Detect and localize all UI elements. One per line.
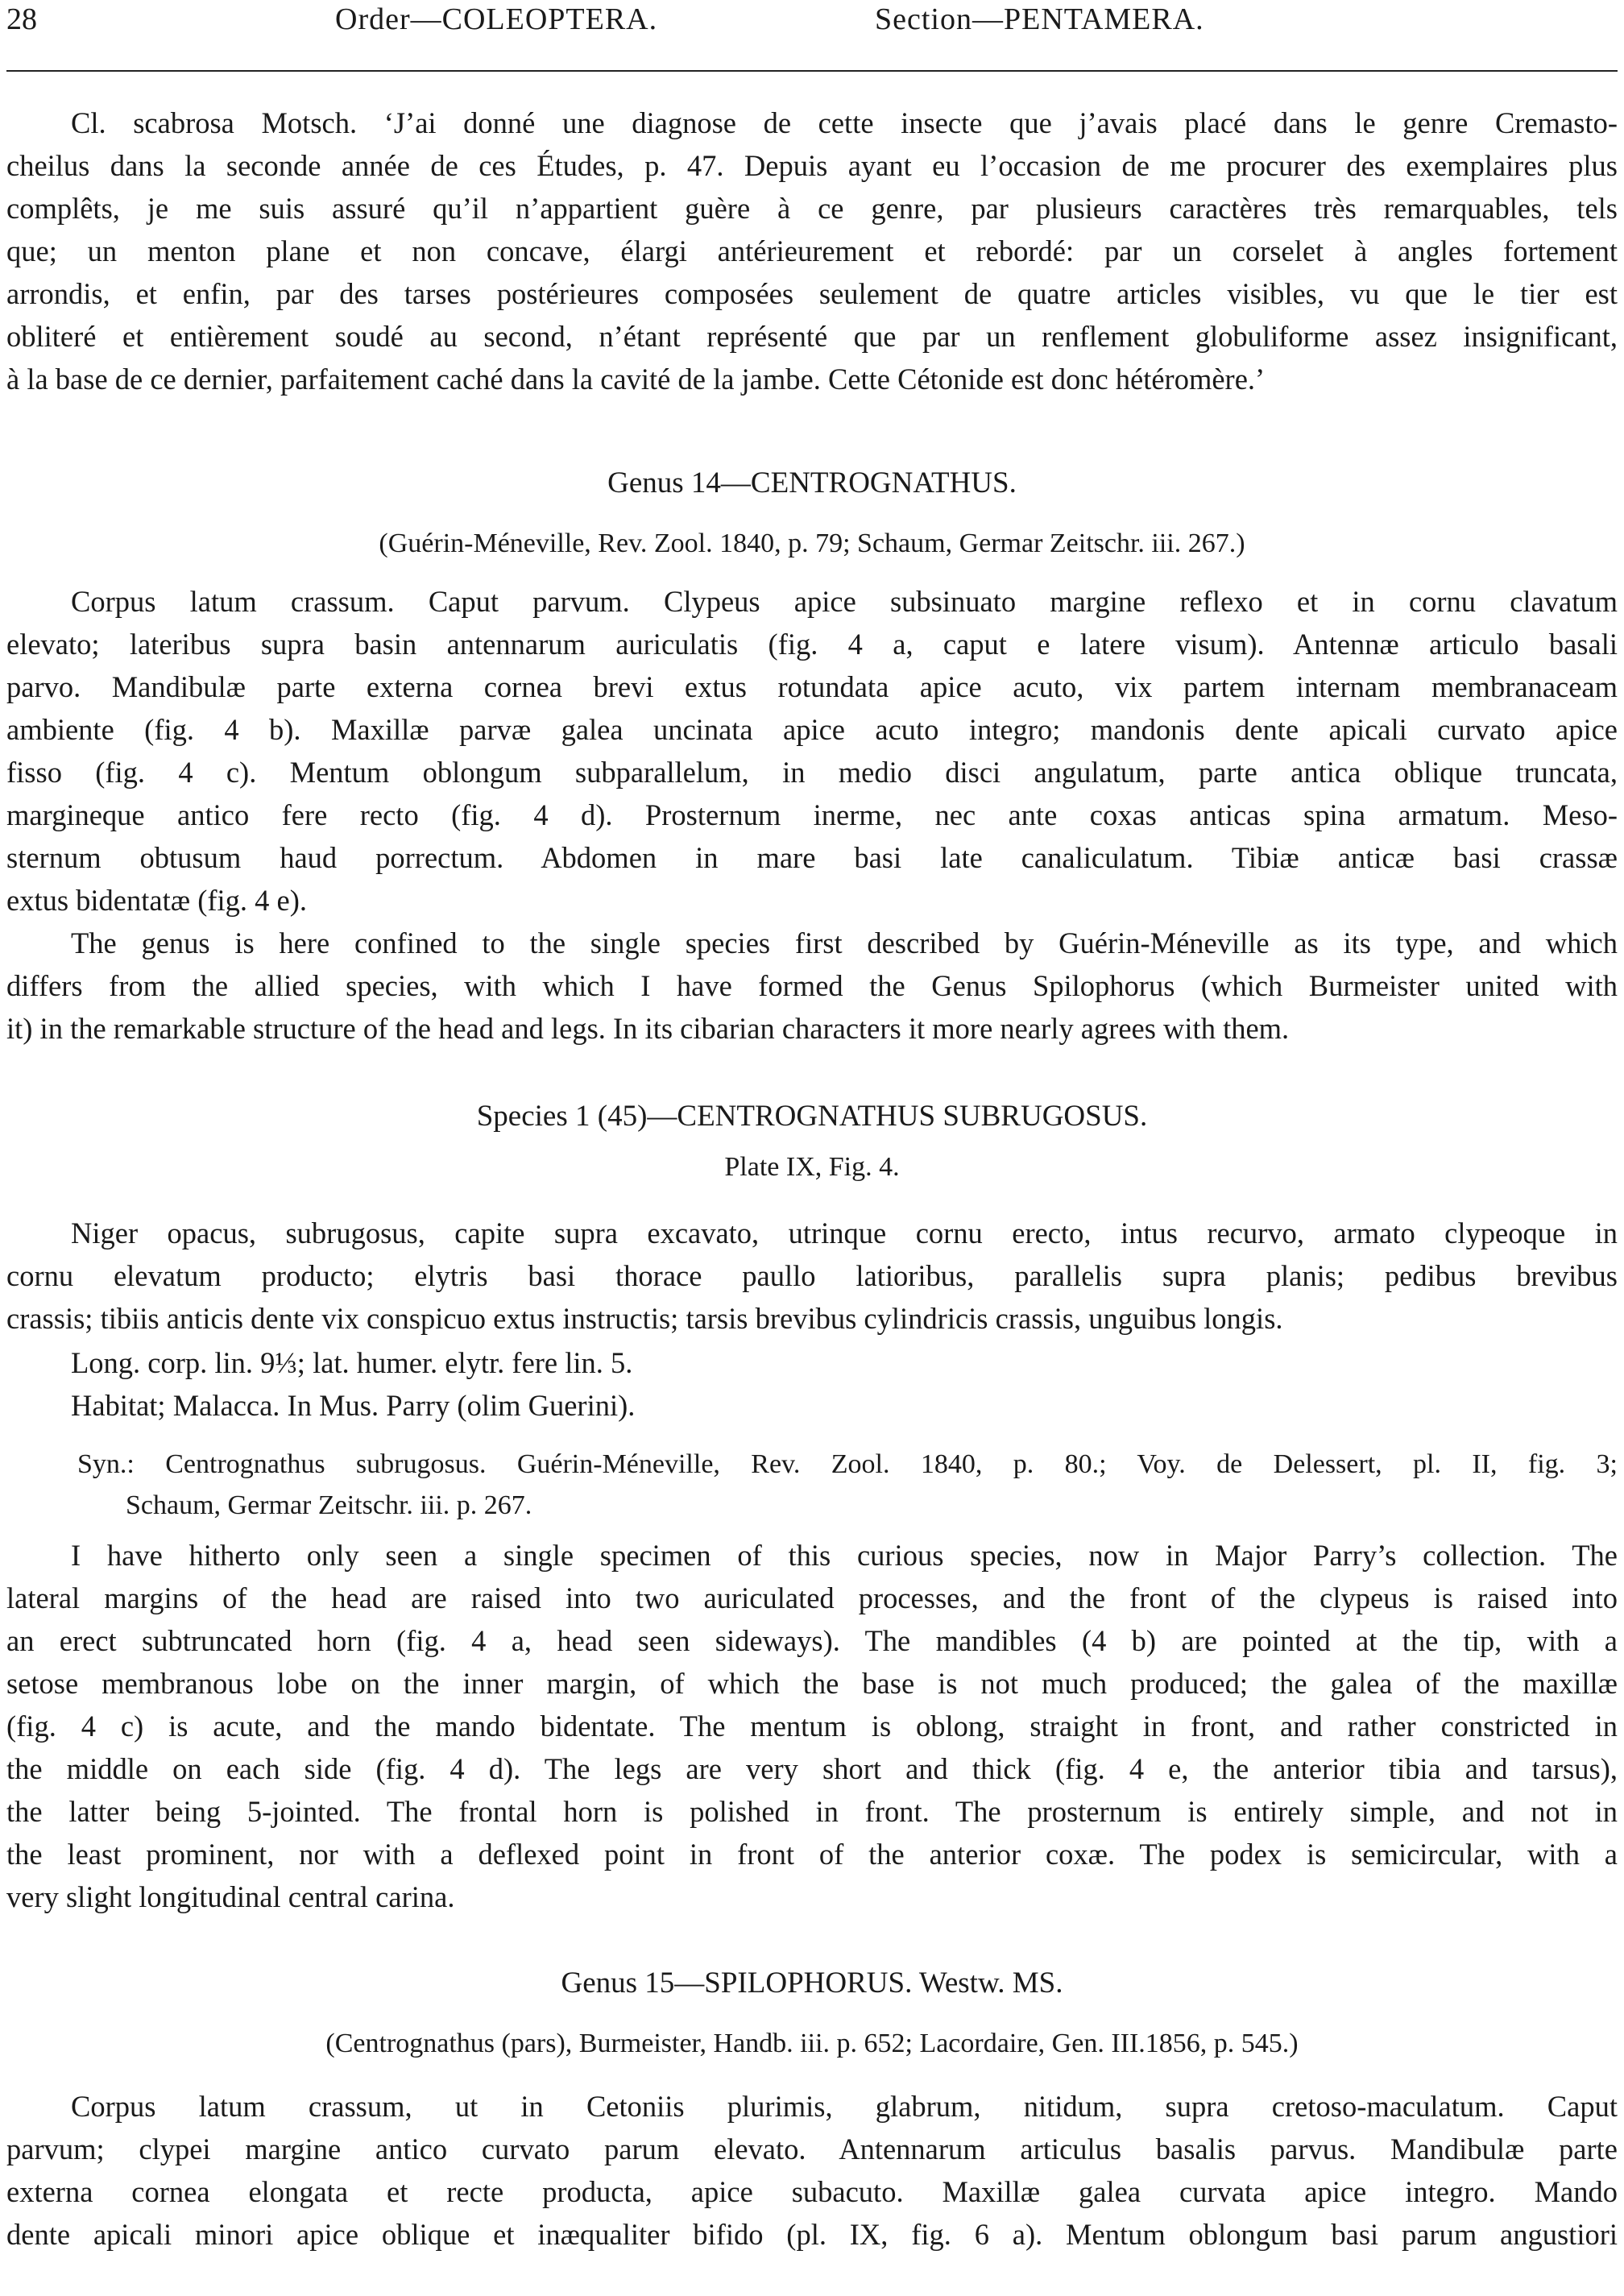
- text-line: sternum obtusum haud porrectum. Abdomen in mare basi late canaliculatum. Tibiæ anticæ basi crassæ: [6, 841, 1618, 874]
- text-line: Cl. scabrosa Motsch. ‘J’ai donné une diagnose de cette insecte que j’avais placé dans le genre Cremasto-: [71, 106, 1618, 139]
- genus-15-heading: Genus 15—SPILOPHORUS. Westw. MS.: [561, 1967, 1063, 2000]
- genus-14-latin-description: [6, 580, 1618, 922]
- text-line: it) in the remarkable structure of the head and legs. In its cibarian characters it more nearly agrees with them.: [6, 1012, 1290, 1045]
- plate-reference: Plate IX, Fig. 4.: [724, 1152, 900, 1182]
- text-line: lateral margins of the head are raised into two auriculated processes, and the front of the clypeus is raised into: [6, 1581, 1618, 1614]
- synonymy-line: Schaum, Germar Zeitschr. iii. p. 267.: [126, 1490, 532, 1520]
- text-line: setose membranous lobe on the inner margin, of which the base is not much produced; the galea of the maxillæ: [6, 1667, 1618, 1700]
- text-line: arrondis, et enfin, par des tarses postérieures composées seulement de quatre articles visibles, vu que le tier est: [6, 277, 1618, 310]
- text-line: margineque antico fere recto (fig. 4 d). Prosternum inerme, nec ante coxas anticas spina armatum. Meso-: [6, 798, 1618, 831]
- text-line: very slight longitudinal central carina.: [6, 1880, 455, 1913]
- genus-15-reference: (Centrognathus (pars), Burmeister, Handb. iii. p. 652; Lacordaire, Gen. III.1856, p. 545.): [325, 2029, 1299, 2058]
- text-line: Niger opacus, subrugosus, capite supra excavato, utrinque cornu erecto, intus recurvo, armato clypeoque in: [71, 1216, 1618, 1250]
- species-1-discussion: [6, 1534, 1618, 1918]
- text-line: Corpus latum crassum. Caput parvum. Clypeus apice subsinuato margine reflexo et in cornu clavatum: [71, 585, 1618, 618]
- species-1-heading: Species 1 (45)—CENTROGNATHUS SUBRUGOSUS.: [476, 1100, 1148, 1133]
- text-line: (fig. 4 c) is acute, and the mando bidentate. The mentum is oblong, straight in front, and rather constricted in: [6, 1710, 1618, 1743]
- scabrosa-paragraph: [6, 102, 1618, 400]
- text-line: Corpus latum crassum, ut in Cetoniis plurimis, glabrum, nitidum, supra cretoso-maculatum. Caput: [71, 2090, 1618, 2123]
- running-head: [0, 0, 1624, 64]
- species-1-diagnosis: [6, 1212, 1618, 1340]
- text-line: the latter being 5-jointed. The frontal horn is polished in front. The prosternum is entirely simple, and not in: [6, 1795, 1618, 1828]
- text-line: the middle on each side (fig. 4 d). The legs are very short and thick (fig. 4 e, the anterior tibia and tarsus),: [6, 1752, 1618, 1785]
- species-1-measurements: [71, 1341, 1618, 1427]
- text-line: cheilus dans la seconde année de ces Études, p. 47. Depuis ayant eu l’occasion de me procurer des exemplaires plus: [6, 149, 1618, 182]
- text-line: externa cornea elongata et recte producta, apice subacuto. Maxillæ galea curvata apice integro. Mando: [6, 2175, 1618, 2208]
- text-line: an erect subtruncated horn (fig. 4 a, head seen sideways). The mandibles (4 b) are pointed at the tip, with a: [6, 1624, 1618, 1657]
- genus-14-reference: (Guérin-Méneville, Rev. Zool. 1840, p. 79; Schaum, Germar Zeitschr. iii. 267.): [379, 528, 1245, 558]
- text-line: I have hitherto only seen a single specimen of this curious species, now in Major Parry’s collection. The: [71, 1539, 1618, 1572]
- text-line: elevato; lateribus supra basin antennarum auriculatis (fig. 4 a, caput e latere visum). Antennæ articulo basali: [6, 628, 1618, 661]
- text-line: the least prominent, nor with a deflexed point in front of the anterior coxæ. The podex is semicircular, with a: [6, 1838, 1618, 1871]
- page-number: 28: [6, 2, 37, 36]
- habitat-line: Habitat; Malacca. In Mus. Parry (olim Guerini).: [71, 1389, 636, 1422]
- running-head-order: Order—COLEOPTERA.: [335, 2, 658, 36]
- measurement-line: Long. corp. lin. 9⅓; lat. humer. elytr. fere lin. 5.: [71, 1346, 633, 1379]
- text-line: extus bidentatæ (fig. 4 e).: [6, 884, 308, 917]
- synonymy: [6, 1444, 1618, 1526]
- text-line: differs from the allied species, with which I have formed the Genus Spilophorus (which Burmeister united with: [6, 969, 1618, 1002]
- genus-15-latin-description: [6, 2085, 1618, 2256]
- text-line: cornu elevatum producto; elytris basi thorace paullo latioribus, parallelis supra planis; pedibus brevibus: [6, 1259, 1618, 1292]
- text-line: parvum; clypei margine antico curvato parum elevato. Antennarum articulus basalis parvus. Mandibulæ parte: [6, 2132, 1618, 2165]
- text-line: The genus is here confined to the single species first described by Guérin-Méneville as its type, and which: [71, 926, 1618, 959]
- text-line: ambiente (fig. 4 b). Maxillæ parvæ galea uncinata apice acuto integro; mandonis dente apicali curvato apice: [6, 713, 1618, 746]
- header-rule: [6, 70, 1618, 72]
- genus-14-heading: Genus 14—CENTROGNATHUS.: [607, 466, 1017, 499]
- text-line: dente apicali minori apice oblique et inæqualiter bifido (pl. IX, fig. 6 a). Mentum oblongum basi parum angustiori: [6, 2218, 1618, 2251]
- text-line: complêts, je me suis assuré qu’il n’appartient guère à ce genre, par plusieurs caractères très remarquables, tels: [6, 192, 1618, 225]
- text-line: crassis; tibiis anticis dente vix conspicuo extus instructis; tarsis brevibus cylindricis crassis, unguibus longis.: [6, 1302, 1283, 1335]
- text-line: que; un menton plane et non concave, élargi antérieurement et rebordé: par un corselet à angles fortement: [6, 234, 1618, 267]
- genus-14-english-description: [6, 922, 1618, 1050]
- synonymy-line: Syn.: Centrognathus subrugosus. Guérin-Méneville, Rev. Zool. 1840, p. 80.; Voy. de Delessert, pl. II, fig. 3;: [77, 1449, 1618, 1479]
- text-line: parvo. Mandibulæ parte externa cornea brevi extus rotundata apice acuto, vix partem internam membranaceam: [6, 670, 1618, 703]
- text-line: fisso (fig. 4 c). Mentum oblongum subparallelum, in medio disci angulatum, parte antica oblique truncata,: [6, 756, 1618, 789]
- text-line: obliteré et entièrement soudé au second, n’étant représenté que par un renflement globuliforme assez insignificant,: [6, 320, 1618, 353]
- running-head-section: Section—PENTAMERA.: [875, 2, 1204, 36]
- text-line: à la base de ce dernier, parfaitement caché dans la cavité de la jambe. Cette Cétonide est donc hétéromère.’: [6, 363, 1266, 396]
